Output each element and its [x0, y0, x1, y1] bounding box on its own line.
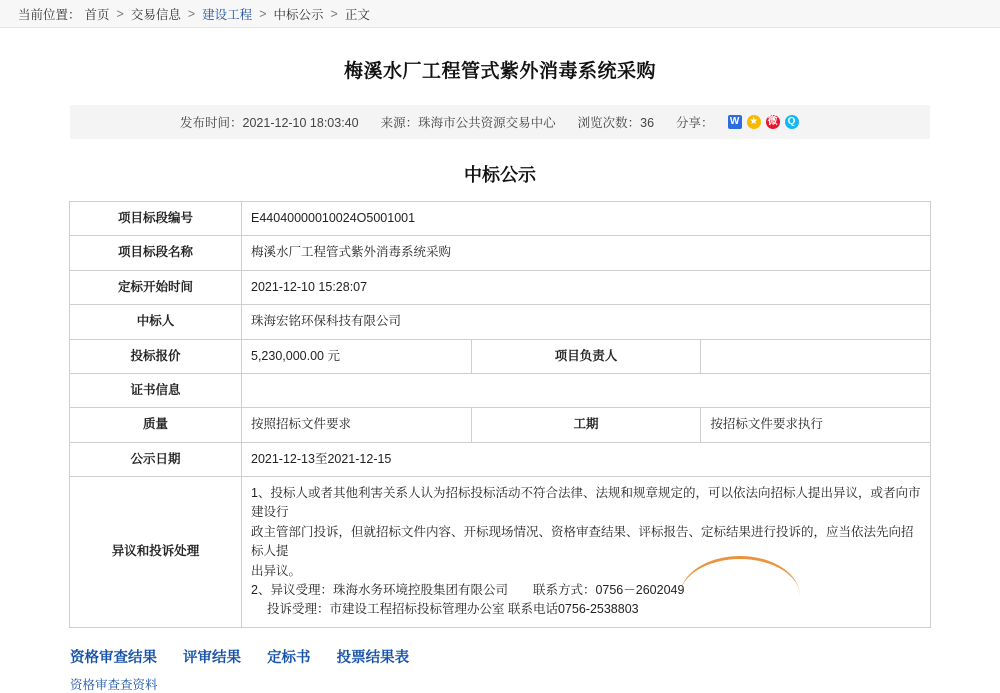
share-label: 分享：	[676, 116, 714, 130]
publish-time-value: 2021-12-10 18:03:40	[242, 116, 359, 130]
table-row	[70, 202, 931, 236]
publish-time-label: 发布时间：	[180, 116, 243, 130]
weibo-share-icon[interactable]: 微	[767, 116, 778, 127]
attachment-link-qualification-docs[interactable]: 资格审查查资料	[70, 677, 158, 692]
row-label-project-code: 项目标段编号	[70, 202, 242, 236]
row-value-bid-price: 5,230,000.00 元	[242, 339, 472, 373]
breadcrumb-item-home[interactable]: 首页	[84, 7, 110, 22]
attachment-sublinks	[70, 675, 1000, 693]
row-value-objection	[242, 477, 931, 628]
breadcrumb-separator: >	[259, 6, 267, 21]
row-value-cert-info	[242, 373, 931, 407]
table-row	[70, 339, 931, 373]
row-value-project-code: E44040000010024O5001001	[242, 202, 931, 236]
breadcrumb-separator: >	[187, 6, 196, 21]
source-label: 来源：	[380, 116, 419, 130]
source-value: 珠海市公共资源交易中心	[418, 116, 556, 130]
table-row	[70, 236, 931, 270]
bid-info-table	[69, 201, 931, 628]
attachment-link-review-result[interactable]: 评审结果	[183, 649, 242, 666]
row-label-winner: 中标人	[70, 305, 242, 339]
row-label-duration: 工期	[471, 408, 701, 442]
attachment-link-award-letter[interactable]: 定标书	[267, 649, 311, 666]
row-label-project-name: 项目标段名称	[70, 236, 242, 270]
breadcrumb-item-construction[interactable]: 建设工程	[202, 7, 253, 22]
row-value-quality: 按照招标文件要求	[242, 408, 472, 442]
section-title: 中标公示	[464, 165, 536, 185]
table-row	[70, 477, 931, 628]
share-buttons	[728, 115, 799, 129]
weixin-share-icon[interactable]: W	[728, 115, 742, 129]
breadcrumb-item-bid-notice[interactable]: 中标公示	[273, 7, 324, 22]
table-row	[70, 373, 931, 407]
objection-line-3: 投诉受理：市建设工程招标投标管理办公室 联系电话0756-2538803	[267, 602, 639, 617]
document-body	[0, 56, 1000, 693]
page-title: 梅溪水厂工程管式紫外消毒系统采购	[343, 61, 656, 82]
row-value-winner: 珠海宏铭环保科技有限公司	[242, 305, 931, 339]
publish-time	[180, 113, 359, 131]
row-value-project-name: 梅溪水厂工程管式紫外消毒系统采购	[242, 236, 931, 270]
objection-line-1c: 出异议。	[251, 563, 302, 578]
breadcrumb-separator: >	[330, 6, 338, 21]
document-meta-bar	[70, 105, 930, 139]
row-label-objection: 异议和投诉处理	[70, 477, 242, 628]
objection-line-1: 1、投标人或者其他利害关系人认为招标投标活动不符合法律、法规和规章规定的，可以依法向招标人提出异议，或者向市建设行	[251, 486, 921, 520]
row-label-award-start-time: 定标开始时间	[70, 270, 242, 304]
breadcrumb-item-trade-info[interactable]: 交易信息	[130, 7, 181, 22]
qq-share-icon[interactable]: Q	[785, 115, 799, 129]
row-value-award-start-time: 2021-12-10 15:28:07	[242, 270, 931, 304]
view-count-label: 浏览次数：	[577, 116, 641, 130]
objection-line-1b: 政主管部门投诉，但就招标文件内容、开标现场情况、资格审查结果、评标报告、定标结果进行投诉的，应当依法先向招标人提	[251, 524, 914, 559]
breadcrumb-item-body: 正文	[344, 7, 370, 22]
qzone-share-icon[interactable]: ★	[747, 115, 761, 129]
row-value-project-manager	[701, 339, 931, 373]
table-row	[70, 305, 931, 339]
row-label-bid-price: 投标报价	[70, 339, 242, 373]
table-row	[70, 408, 931, 442]
table-row	[70, 442, 931, 476]
row-value-duration: 按招标文件要求执行	[701, 408, 931, 442]
objection-line-2: 2、异议受理：珠海水务环境控股集团有限公司 联系方式：0756－2602049	[251, 582, 685, 597]
source	[381, 113, 556, 131]
row-label-cert-info: 证书信息	[70, 373, 242, 407]
attachment-link-vote-result[interactable]: 投票结果表	[336, 649, 410, 666]
breadcrumb	[0, 0, 1000, 28]
view-count-value: 36	[640, 116, 655, 130]
attachment-links	[70, 646, 1000, 667]
breadcrumb-separator: >	[116, 6, 124, 21]
row-label-project-manager: 项目负责人	[471, 339, 701, 373]
row-label-notice-date: 公示日期	[70, 442, 242, 476]
view-count	[578, 113, 654, 131]
attachment-link-qualification-result[interactable]: 资格审查结果	[70, 649, 157, 666]
row-value-notice-date: 2021-12-13至2021-12-15	[242, 442, 931, 476]
table-row	[70, 270, 931, 304]
row-label-quality: 质量	[70, 408, 242, 442]
breadcrumb-label: 当前位置：	[18, 7, 81, 22]
